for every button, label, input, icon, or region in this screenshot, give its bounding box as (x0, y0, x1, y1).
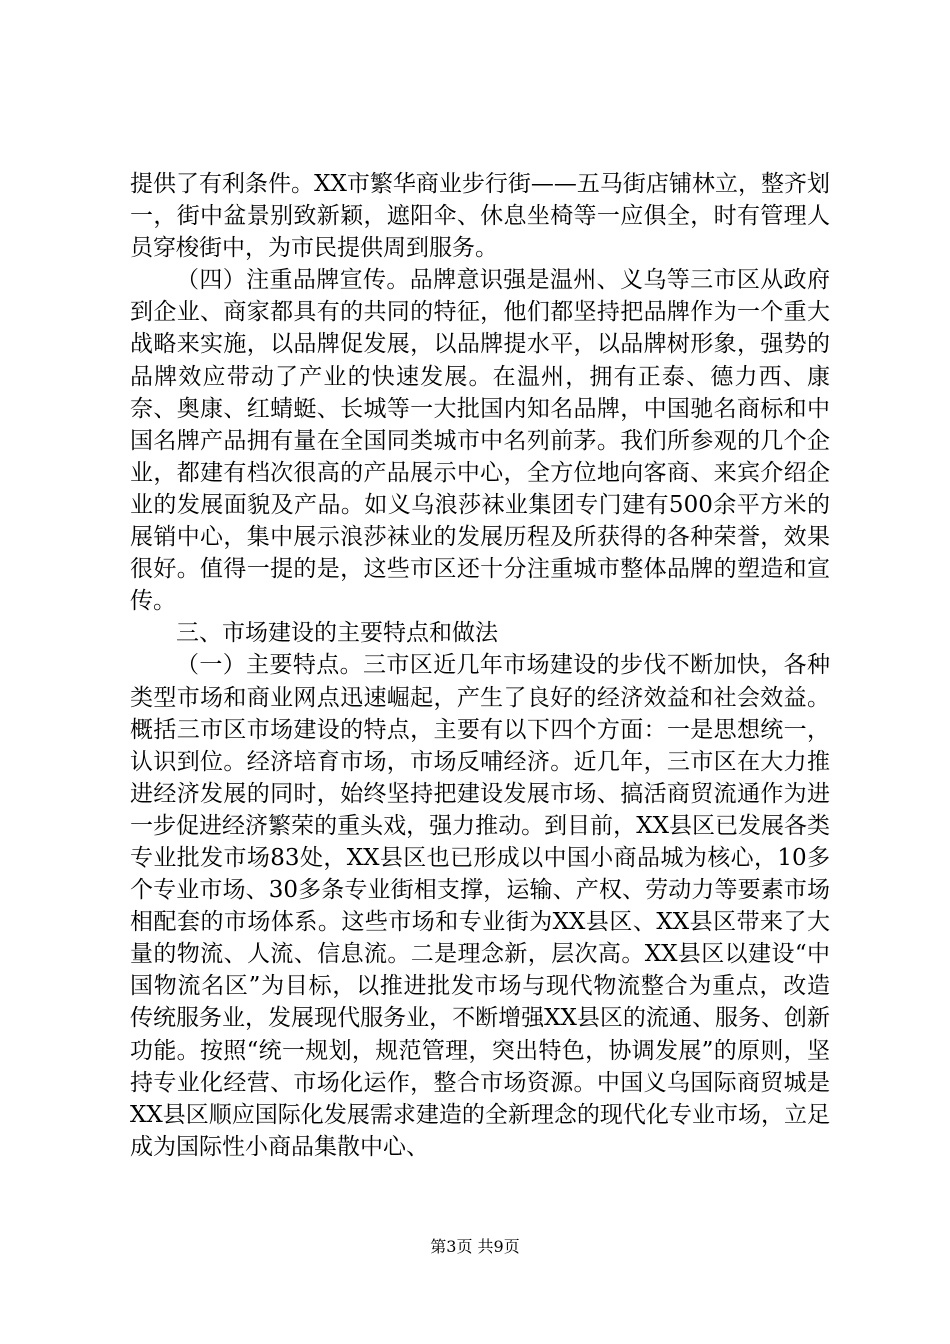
section-heading-market-construction: 三、市场建设的主要特点和做法 (176, 620, 498, 647)
paragraph-continuation: 提供了有利条件。XX市繁华商业步行街——五马街店铺林立，整齐划一，街中盆景别致新颖，遮阳伞、休息坐椅等一应俱全，时有管理人员穿梭街中，为市民提供周到服务。 (130, 171, 830, 262)
page-number-footer: 第3页 共9页 (430, 1237, 520, 1256)
document-body (130, 168, 830, 1163)
paragraph-brand-promotion: （四）注重品牌宣传。品牌意识强是温州、义乌等三市区从政府到企业、商家都具有的共同的特征，他们都坚持把品牌作为一个重大战略来实施，以品牌促发展，以品牌提水平，以品牌树形象，强势的品牌效应带动了产业的快速发展。在温州，拥有正泰、德力西、康奈、奥康、红蜻蜓、长城等一大批国内知名品牌，中国驰名商标和中国名牌产品拥有量在全国同类城市中名列前茅。我们所参观的几个企业，都建有档次很高的产品展示中心，全方位地向客商、来宾介绍企业的发展面貌及产品。如义乌浪莎袜业集团专门建有500余平方米的展销中心，集中展示浪莎袜业的发展历程及所获得的各种荣誉，效果很好。值得一提的是，这些市区还十分注重城市整体品牌的塑造和宣传。 (130, 267, 830, 615)
paragraph-main-features: （一）主要特点。三市区近几年市场建设的步伐不断加快，各种类型市场和商业网点迅速崛起，产生了良好的经济效益和社会效益。概括三市区市场建设的特点，主要有以下四个方面：一是思想统一，认识到位。经济培育市场，市场反哺经济。近几年，三市区在大力推进经济发展的同时，始终坚持把建设发展市场、搞活商贸流通作为进一步促进经济繁荣的重头戏，强力推动。到目前，XX县区已发展各类专业批发市场83处，XX县区也已形成以中国小商品城为核心，10多个专业市场、30多条专业街相支撑，运输、产权、劳动力等要素市场相配套的市场体系。这些市场和专业街为XX县区、XX县区带来了大量的物流、人流、信息流。二是理念新，层次高。XX县区以建设“中国物流名区”为目标，以推进批发市场与现代物流整合为重点，改造传统服务业，发展现代服务业，不断增强XX县区的流通、服务、创新功能。按照“统一规划，规范管理，突出特色，协调发展”的原则，坚持专业化经营、市场化运作，整合市场资源。中国义乌国际商贸城是XX县区顺应国际化发展需求建造的全新理念的现代化专业市场，立足成为国际性小商品集散中心、 (130, 652, 830, 1160)
